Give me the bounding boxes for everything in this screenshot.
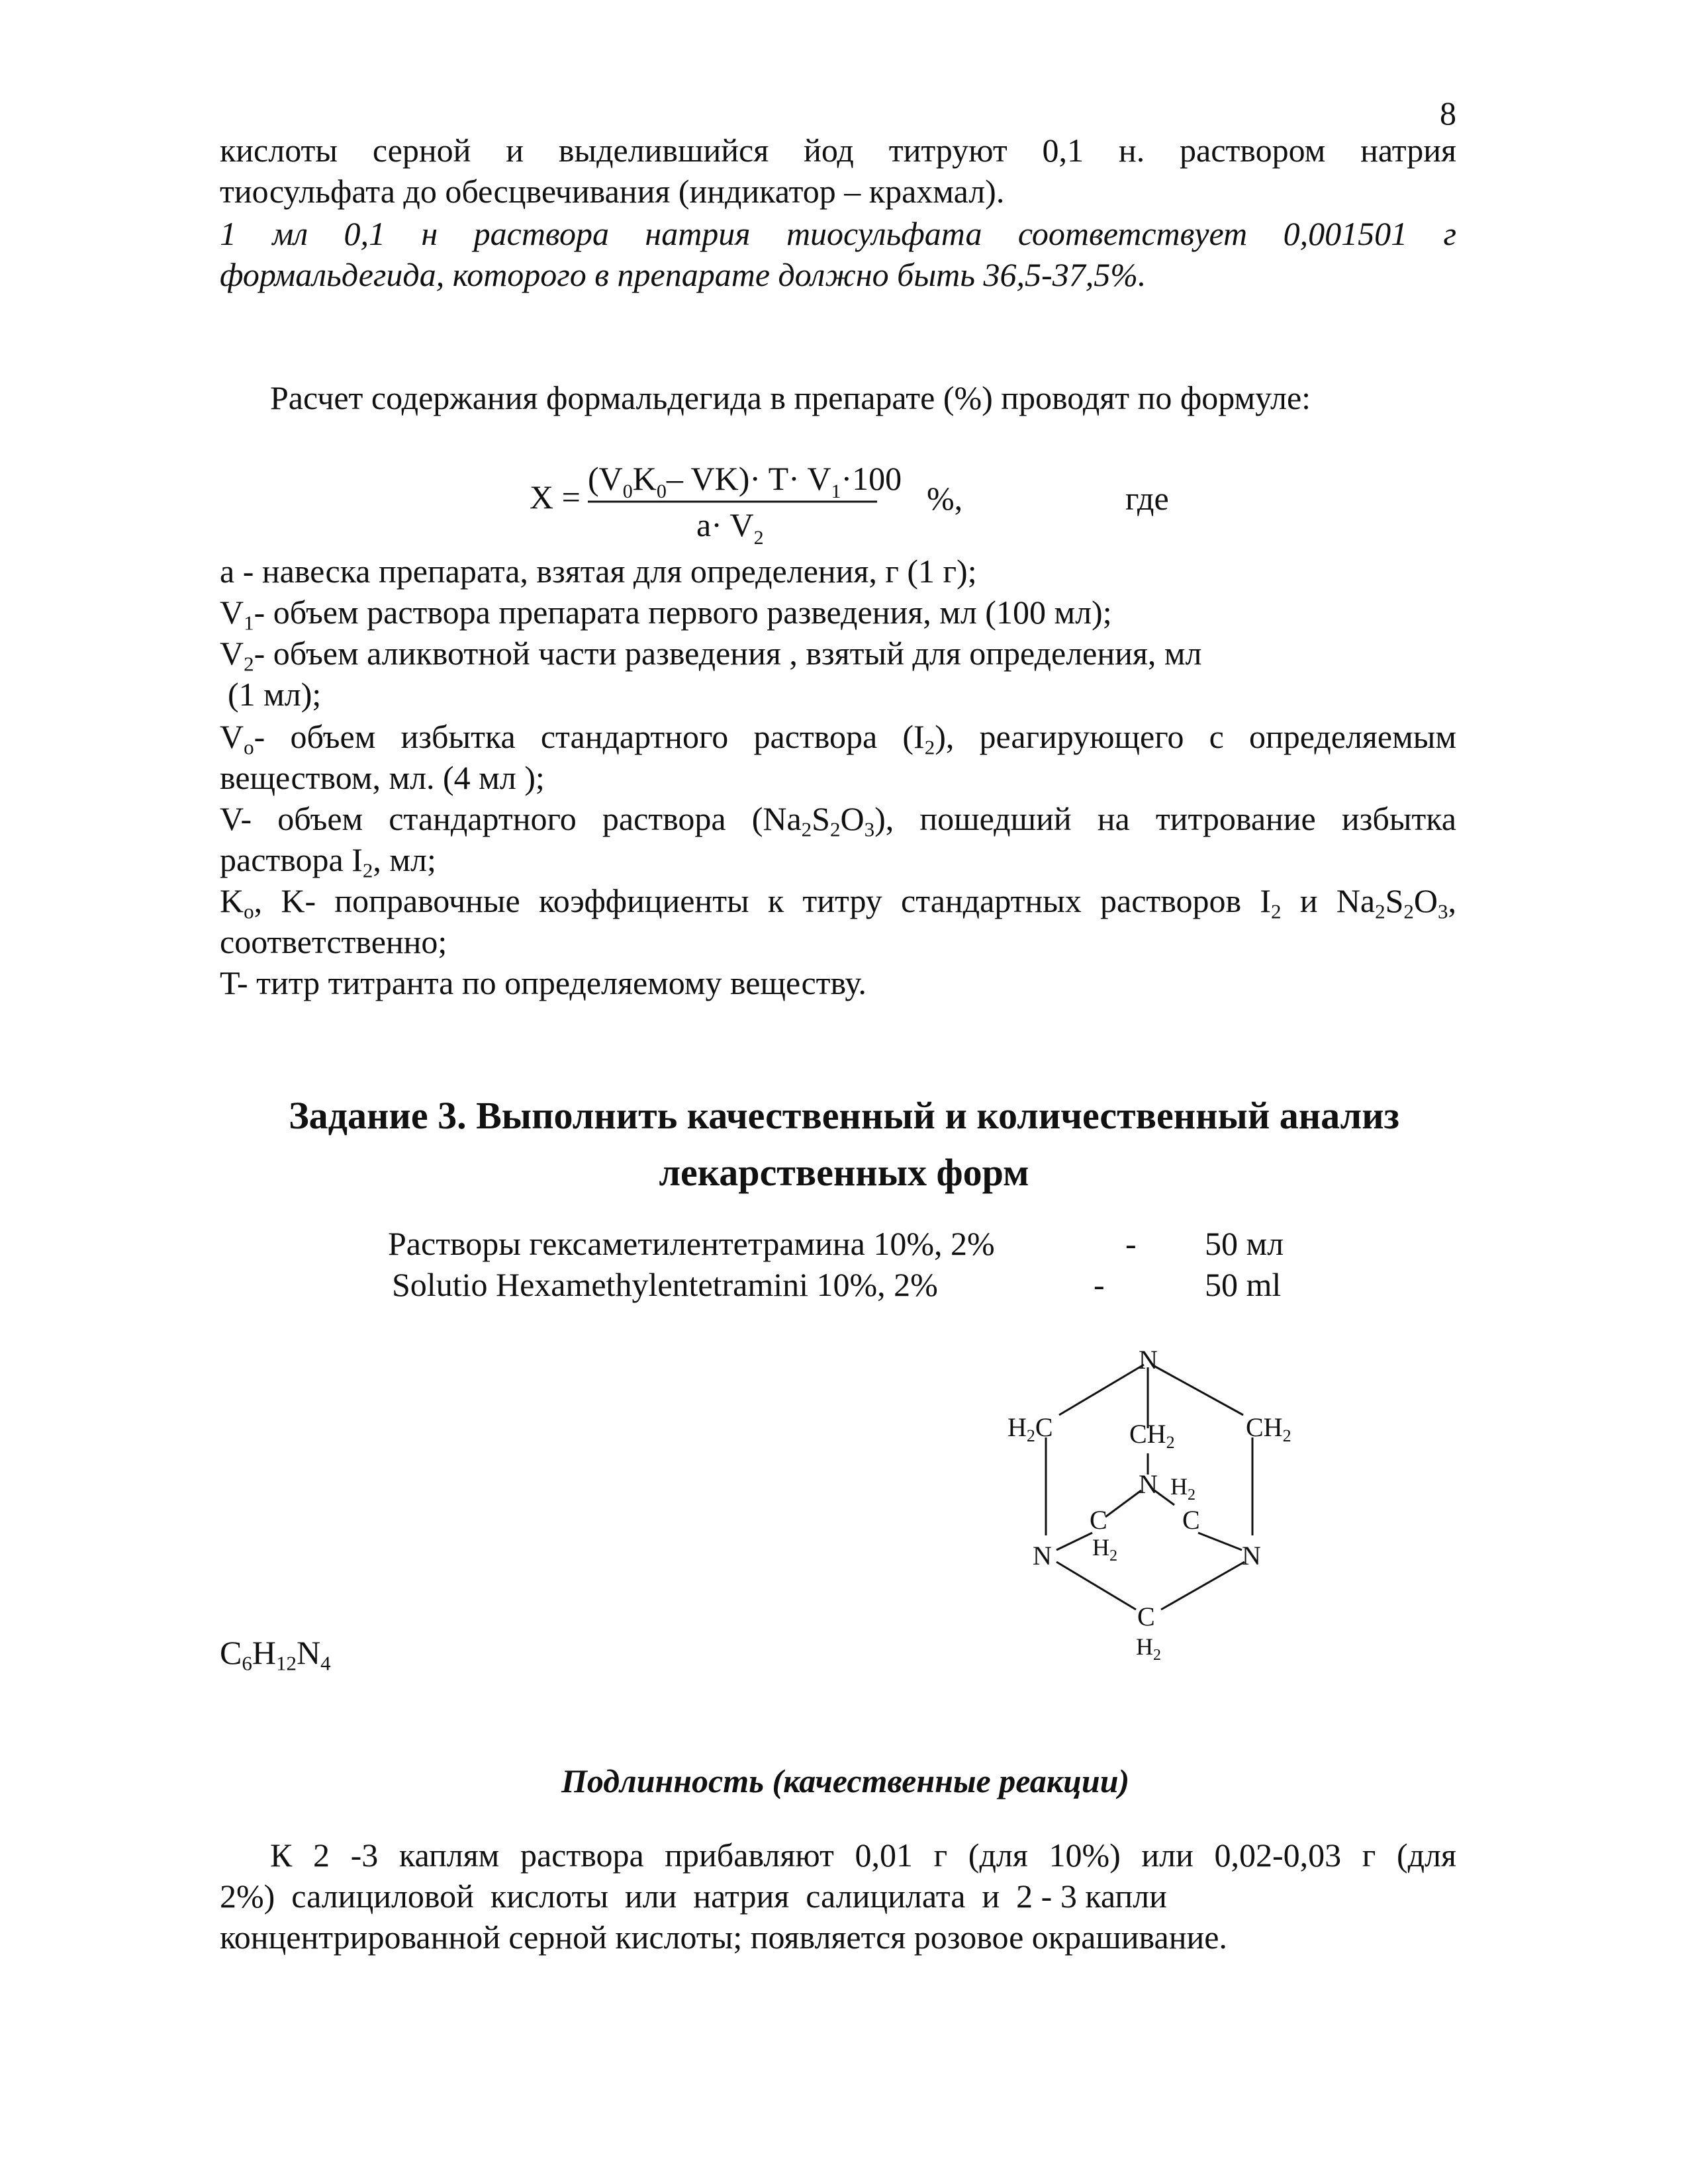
calc-intro: Расчет содержания формальдегида в препарате (%) проводят по формуле: [270, 379, 1311, 416]
atom-c-right: C [1182, 1505, 1200, 1535]
atom-h2-left: $H_2$ [1092, 1534, 1117, 1565]
formula-numerator: ($V_0K_0-$ $VK)\cdot T\cdot V_1\cdot 100$ [588, 460, 902, 502]
prep-row-1-dash: - [1125, 1225, 1137, 1262]
def-v-cont: раствора $I_2$, мл; [220, 841, 436, 882]
def-vo: $V_o-$ объем избытка стандартного раствора $(I_2)$, реагирующего с определяемым [220, 718, 1456, 759]
atom-h2-right: $H_2$ [1170, 1473, 1196, 1504]
hexamine-structure [993, 1337, 1324, 1681]
atom-c-bottom: C [1137, 1602, 1155, 1631]
atom-h2-bottom: $H_2$ [1136, 1633, 1161, 1664]
def-vo-cont: веществом, мл. (4 мл ); [220, 759, 545, 796]
intro-line-2: тиосульфата до обесцвечивания (индикатор – крахмал). [220, 173, 1005, 210]
authenticity-line-3: концентрированной серной кислоты; появляется розовое окрашивание. [220, 1919, 1227, 1956]
authenticity-heading: Подлинность (качественные реакции) [561, 1762, 1130, 1799]
page-number: 8 [1440, 95, 1456, 132]
atom-n-left: N [1033, 1541, 1052, 1570]
atom-h2c-left: $H_2C$ [1008, 1412, 1053, 1445]
def-v2-cont: (1 мл); [228, 676, 322, 713]
formula-unit: %, [927, 480, 963, 517]
atom-c-left: C [1090, 1505, 1107, 1535]
formula-where: где [1125, 480, 1169, 517]
prep-row-1-name: Растворы гексаметилентетрамина 10%, 2% [388, 1225, 995, 1262]
def-k: $K_o$, K- поправочные коэффициенты к титру стандартных растворов $I_2$ и $Na_2S_2O_3$, [220, 882, 1456, 923]
formula-lhs: X = [530, 478, 581, 516]
def-t: T- титр титранта по определяемому веществу. [220, 964, 867, 1001]
def-v1: $V_1-$ объем раствора препарата первого разведения, мл (100 мл); [220, 594, 1112, 635]
prep-row-2-dash: - [1094, 1266, 1105, 1303]
atom-n-right: N [1242, 1541, 1261, 1570]
def-v: V- объем стандартного раствора $(Na_2S_2O_3)$, пошедший на титрование избытка [220, 800, 1456, 841]
prep-row-1-amount: 50 мл [1205, 1225, 1284, 1262]
def-a: a - навеска препарата, взятая для определения, г (1 г); [220, 553, 977, 590]
formula-denominator: $a\cdot V_2$ [696, 506, 764, 549]
def-k-cont: соответственно; [220, 923, 447, 960]
task-title-line-1: Задание 3. Выполнить качественный и количественный анализ [289, 1094, 1399, 1137]
authenticity-line-2: 2%) салициловой кислоты или натрия салицилата и 2 - 3 капли [220, 1878, 1167, 1915]
atom-ch2-right: $CH_2$ [1246, 1412, 1291, 1445]
atom-ch2-center: $CH_2$ [1129, 1419, 1175, 1452]
def-v2: $V_2-$ объем аликвотной части разведения , взятый для определения, мл [220, 635, 1202, 676]
intro-italic-line-2: формальдегида, которого в препарате должно быть 36,5-37,5%. [220, 256, 1147, 293]
formula [516, 450, 1231, 556]
atom-n-top: N [1139, 1345, 1158, 1375]
task-title-line-2: лекарственных форм [659, 1151, 1029, 1194]
authenticity-line-1: К 2 -3 каплям раствора прибавляют 0,01 г (для 10%) или 0,02-0,03 г (для [270, 1837, 1456, 1874]
intro-line-1: кислоты серной и выделившийся йод титруют 0,1 н. раствором натрия [220, 132, 1456, 169]
prep-row-2-name: Solutio Hexamethylentetramini 10%, 2% [392, 1266, 938, 1303]
atom-n-center: N [1139, 1469, 1158, 1499]
prep-row-2-amount: 50 ml [1205, 1266, 1282, 1303]
intro-italic-line-1: 1 мл 0,1 н раствора натрия тиосульфата соответствует 0,001501 г [220, 215, 1456, 252]
molecular-formula: $C_6H_{12}N_4$ [220, 1634, 331, 1675]
